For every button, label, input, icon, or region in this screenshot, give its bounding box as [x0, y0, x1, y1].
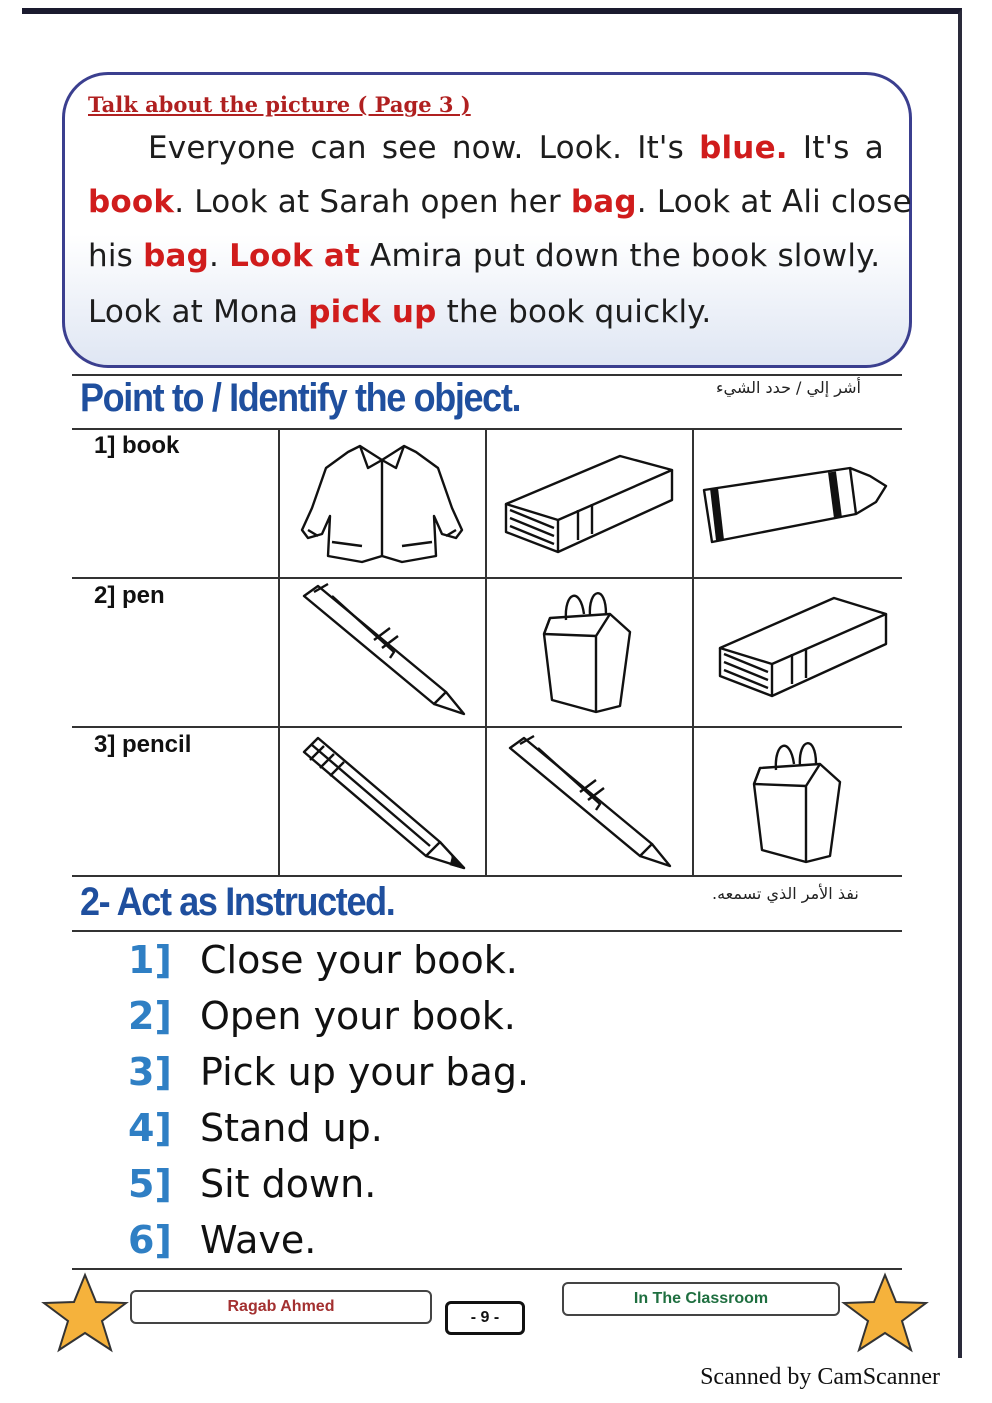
- instruction-number: 1]: [128, 938, 172, 982]
- story-line-3: [88, 238, 884, 274]
- row-divider: [72, 577, 902, 579]
- book-icon[interactable]: [714, 590, 894, 702]
- instruction-item: [128, 1162, 376, 1206]
- instruction-text: Pick up your bag.: [200, 1050, 530, 1094]
- story-highlight: pick up: [308, 294, 437, 330]
- instruction-item: [128, 1106, 383, 1150]
- story-highlight: Look at: [229, 238, 360, 274]
- story-text: his: [88, 238, 144, 274]
- story-highlight: bag: [570, 184, 637, 220]
- question-label-pencil: 3] pencil: [94, 731, 192, 758]
- section2-arabic-note: نفذ الأمر الذي تسمعه.: [712, 884, 859, 903]
- story-line-2: [88, 184, 912, 220]
- instruction-text: Open your book.: [200, 994, 516, 1038]
- section1-title: Point to / Identify the object.: [80, 376, 521, 420]
- instruction-item: [128, 994, 516, 1038]
- story-word: It's: [802, 130, 850, 166]
- pencil-icon[interactable]: [300, 734, 468, 870]
- instruction-number: 3]: [128, 1050, 172, 1094]
- story-word: a: [864, 130, 884, 166]
- col-divider: [278, 430, 280, 875]
- star-icon: [40, 1272, 130, 1354]
- story-word: can: [310, 130, 367, 166]
- instruction-number: 6]: [128, 1218, 172, 1262]
- scanner-watermark: Scanned by CamScanner: [700, 1364, 940, 1390]
- question-label-pen: 2] pen: [94, 582, 165, 609]
- story-text: .: [208, 238, 230, 274]
- instruction-text: Close your book.: [200, 938, 518, 982]
- story-highlight: book: [88, 184, 175, 220]
- story-line-4: [88, 294, 884, 330]
- story-word: Look.: [538, 130, 623, 166]
- bag-icon[interactable]: [540, 584, 634, 716]
- story-text: Amira put down the book slowly.: [360, 238, 881, 274]
- story-text: Look at Mona: [88, 294, 309, 330]
- pen-icon[interactable]: [296, 582, 468, 718]
- story-heading: Talk about the picture ( Page 3 ): [88, 92, 471, 117]
- instruction-item: [128, 938, 518, 982]
- instruction-text: Sit down.: [200, 1162, 377, 1206]
- author-box: Ragab Ahmed: [130, 1290, 432, 1324]
- row-divider: [72, 726, 902, 728]
- story-word: see: [381, 130, 437, 166]
- section1-arabic-note: أشر إلي / حدد الشيء: [716, 378, 861, 397]
- crayon-icon[interactable]: [700, 462, 890, 546]
- instruction-text: Wave.: [200, 1218, 317, 1262]
- instruction-number: 2]: [128, 994, 172, 1038]
- jacket-icon[interactable]: [292, 438, 472, 570]
- story-text: the book quickly.: [436, 294, 712, 330]
- unit-title-box: In The Classroom: [562, 1282, 840, 1316]
- section2-rule: [72, 930, 902, 932]
- story-highlight: bag: [143, 238, 209, 274]
- story-text: . Look at Sarah open her: [174, 184, 571, 220]
- section2-title: 2- Act as Instructed.: [80, 880, 395, 924]
- instruction-text: Stand up.: [200, 1106, 383, 1150]
- instruction-item: [128, 1050, 529, 1094]
- book-icon[interactable]: [500, 448, 680, 556]
- bag-icon[interactable]: [750, 734, 844, 866]
- instruction-item: [128, 1218, 316, 1262]
- story-highlight: blue.: [699, 130, 788, 166]
- col-divider: [485, 430, 487, 875]
- star-icon: [840, 1272, 930, 1354]
- footer-rule: [72, 1268, 902, 1270]
- col-divider: [692, 430, 694, 875]
- instruction-number: 5]: [128, 1162, 172, 1206]
- story-word: now.: [451, 130, 524, 166]
- story-word: It's: [637, 130, 685, 166]
- story-word: Everyone: [148, 130, 296, 166]
- question-label-book: 1] book: [94, 432, 180, 459]
- instruction-number: 4]: [128, 1106, 172, 1150]
- story-text: . Look at Ali close: [636, 184, 912, 220]
- page-number: - 9 -: [445, 1301, 525, 1335]
- story-line-1: [88, 130, 884, 166]
- pen-icon[interactable]: [502, 734, 674, 870]
